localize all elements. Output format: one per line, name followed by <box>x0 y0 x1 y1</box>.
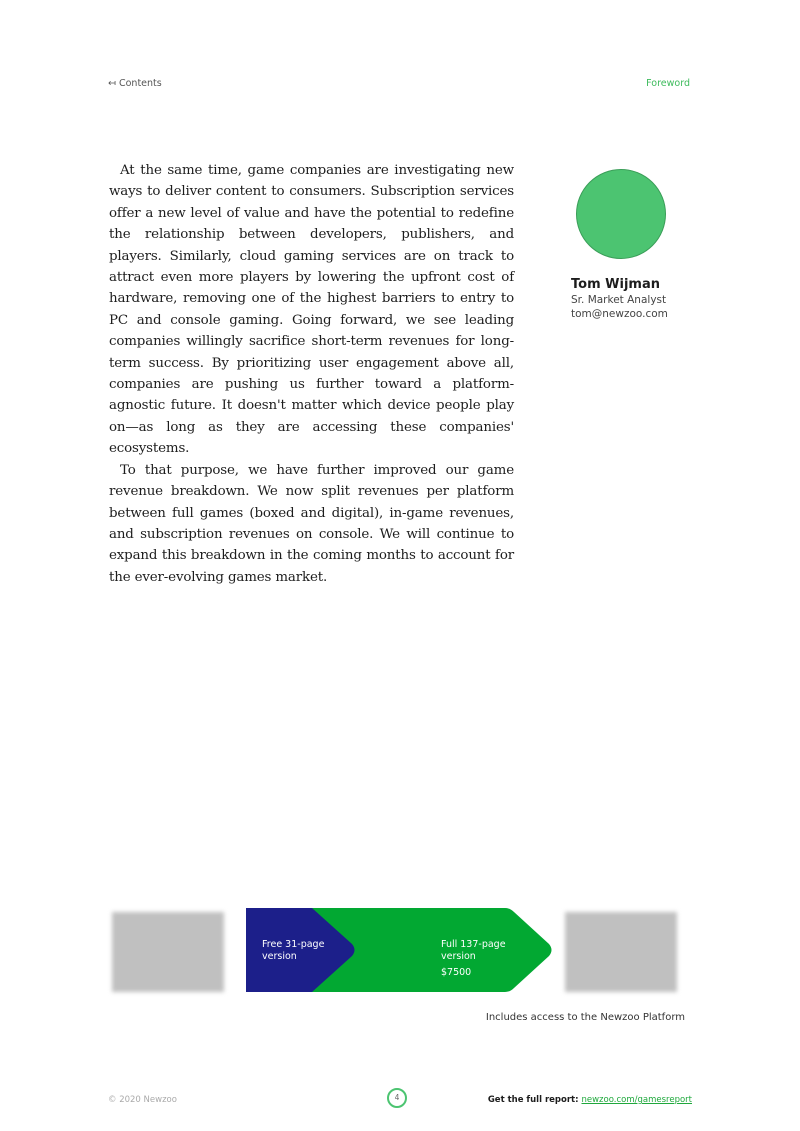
copyright: © 2020 Newzoo <box>108 1095 177 1105</box>
get-report-label: Get the full report: <box>487 1095 579 1105</box>
author-role: Sr. Market Analyst <box>571 294 667 306</box>
paragraph: At the same time, game companies are investigating new ways to deliver content to consumers. Subscription services offer a new level of value and have the potential to redefine the relationship between developers, publishers, and players. Similarly, cloud gaming services are on track to attract even more players by lowering the upfront cost of hardware, removing one of the highest barriers to entry to PC and console gaming. Going forward, we see leading companies willingly sacrifice short-term revenues for long-term success. By prioritizing user engagement above all, companies are pushing us further toward a platform-agnostic future. It doesn't matter which device people play on—as long as they are accessing these companies' ecosystems. <box>109 163 514 457</box>
full-version-price: $7500 <box>441 967 472 978</box>
foreword-body <box>109 160 514 588</box>
author-email[interactable]: tom@newzoo.com <box>571 308 668 320</box>
contents-link[interactable]: ↤ Contents <box>108 78 162 89</box>
full-version-label: Full 137-page version <box>441 939 506 962</box>
author-avatar <box>576 169 666 259</box>
platform-access-note: Includes access to the Newzoo Platform <box>485 1012 685 1023</box>
author-name: Tom Wijman <box>571 277 660 292</box>
paragraph: To that purpose, we have further improved our game revenue breakdown. We now split revenues per platform between full games (boxed and digital), in-game revenues, and subscription revenues on console. We will continue to expand this breakdown in the coming months to account for the ever-evolving games market. <box>109 462 514 585</box>
full-report-thumbnail <box>565 912 677 992</box>
free-report-thumbnail <box>112 912 224 992</box>
free-version-label: Free 31-page version <box>262 939 325 962</box>
section-title-link[interactable]: Foreword <box>646 78 690 89</box>
get-report-link[interactable]: newzoo.com/gamesreport <box>581 1095 692 1105</box>
page-number: 4 <box>387 1088 407 1108</box>
get-report <box>488 1095 692 1105</box>
